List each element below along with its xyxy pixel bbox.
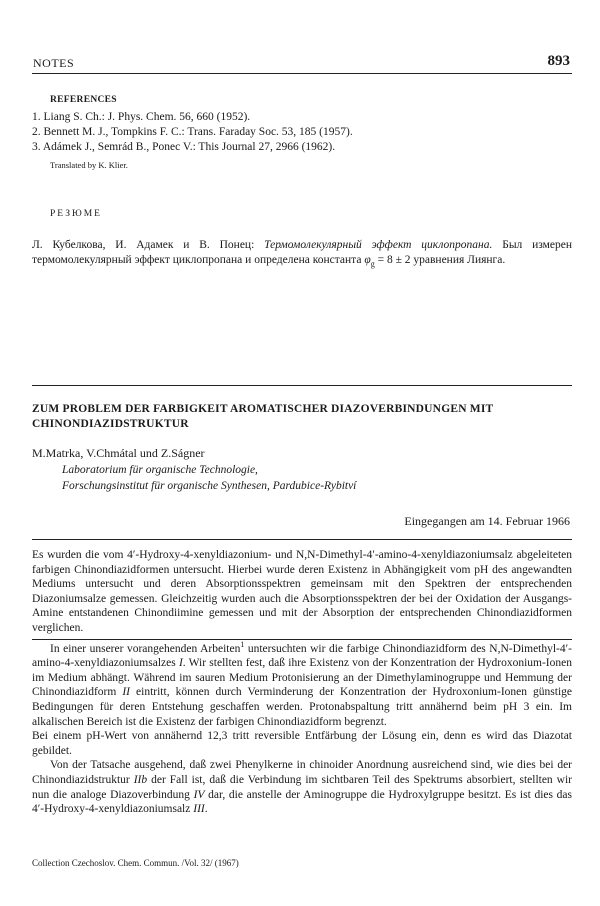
abstract-paragraph: Es wurden die vom 4′-Hydroxy-4-xenyldiazonium- und N,N-Dimethyl-4′-amino-4-xenyldiazoniumsalz abgeleiteten farbigen Chinondiazidformen untersucht. Hierbei wurde deren Existenz in Abhängigkeit vom pH des angewandten Mediums untersucht und deren Absorptionsspektren gemeinsam mit den Spektren der entsprechenden Diazoniumsalze gemessen. Gleichzeitig wurden auch die Absorptionsspektren der bei der Oxidation der Ausgangs-Amine entstandenen Chinondiimine gemessen und mit der Absorption der entsprechenden Chinondiazidformen verglichen. xyxy=(32,549,572,634)
abstract-rule-top xyxy=(32,539,572,540)
article-title: ZUM PROBLEM DER FARBIGKEIT AROMATISCHER DIAZOVERBINDUNGEN MIT CHINONDIAZIDSTRUKTUR xyxy=(32,403,494,430)
phi-symbol: φ xyxy=(364,254,371,266)
resume-text-1: Был измерен термомолекулярный эффект циклопропана и определена константа xyxy=(32,239,573,266)
resume-work-title: Термомолекулярный эффект циклопропана. xyxy=(264,239,493,251)
article-affiliation xyxy=(62,463,356,494)
affiliation-line: Forschungsinstitut für organische Synthesen, Pardubice-Rybitví xyxy=(62,479,357,492)
compound-label: I xyxy=(178,657,183,670)
body-paragraph: In einer unserer vorangehenden Arbeiten$^1$ untersuchten wir die farbige Chinondiazidform des N,N-Dimethyl-4′-amino-4-xenyldiazoniumsalzes I. Wir stellten fest, daß ihre Existenz von der Konzentration der Hydroxonium-Ionen im Medium abhängt. Während im sauren Medium Protonisierung an der Dimethylaminogruppe und Hemmung der Chinondiazidform II eintritt, können durch Verminderung der Konzentration der Hydroxonium-Ionen günstige Bedingungen für deren Entstehung geschaffen werden. Protonabspaltung tritt annähernd beim pH 3 ein. Im alkalischen Bereich ist die Existenz der farbigen Chinondiazidform begrenzt. xyxy=(32,639,572,728)
reference-list xyxy=(32,110,572,155)
abstract-rule-bottom xyxy=(32,639,572,640)
article-authors: M.Matrka, V.Chmátal und Z.Ságner xyxy=(32,446,205,460)
compound-label: IV xyxy=(193,788,205,801)
header-rule xyxy=(32,73,572,74)
article-body xyxy=(32,548,572,817)
references-heading: REFERENCES xyxy=(50,95,117,105)
translator-note: Translated by K. Klier. xyxy=(50,160,128,170)
resume-text-2: = 8 ± 2 уравнения Лиянга. xyxy=(377,254,506,266)
reference-item: 1. Liang S. Ch.: J. Phys. Chem. 56, 660 (1952). xyxy=(32,111,251,123)
running-header-section: NOTES xyxy=(33,56,75,70)
reference-item: 2. Bennett M. J., Tompkins F. C.: Trans. Faraday Soc. 53, 185 (1957). xyxy=(32,126,353,138)
reference-item: 3. Adámek J., Semrád B., Ponec V.: This Journal 27, 2966 (1962). xyxy=(32,141,336,153)
affiliation-line: Laboratorium für organische Technologie, xyxy=(62,464,258,476)
resume-authors: Л. Кубелкова, И. Адамек и В. Понец: xyxy=(32,239,255,251)
resume-paragraph xyxy=(32,238,572,268)
body-paragraph: Von der Tatsache ausgehend, daß zwei Phenylkerne in chinoider Anordnung ausreichend sind, wie dies bei der Chinondiazidstruktur IIb der Fall ist, daß die Verbindung im sichtbaren Teil des Spektrums absorbiert, stellten wir nun die analoge Diazoverbindung IV dar, die anstelle der Aminogruppe die Hydroxylgruppe besitzt. Es ist dies das 4′-Hydroxy-4-xenyldiazoniumsalz III. xyxy=(32,759,572,816)
compound-label: II xyxy=(122,686,131,699)
resume-heading: РЕЗЮМЕ xyxy=(50,209,102,219)
section-divider xyxy=(32,385,572,386)
page-number: 893 xyxy=(547,53,570,69)
phi-subscript: g xyxy=(370,259,375,269)
compound-label: IIb xyxy=(133,773,148,786)
citation-ref: 1 xyxy=(240,639,245,649)
journal-footer: Collection Czechoslov. Chem. Commun. /Vol. 32/ (1967) xyxy=(32,858,239,868)
compound-label: III xyxy=(193,803,205,816)
received-date: Eingegangen am 14. Februar 1966 xyxy=(404,514,570,528)
body-paragraph: Bei einem pH-Wert von annähernd 12,3 tritt reversible Entfärbung der Lösung ein, denn es wird das Diazotat gebildet. xyxy=(32,730,572,757)
